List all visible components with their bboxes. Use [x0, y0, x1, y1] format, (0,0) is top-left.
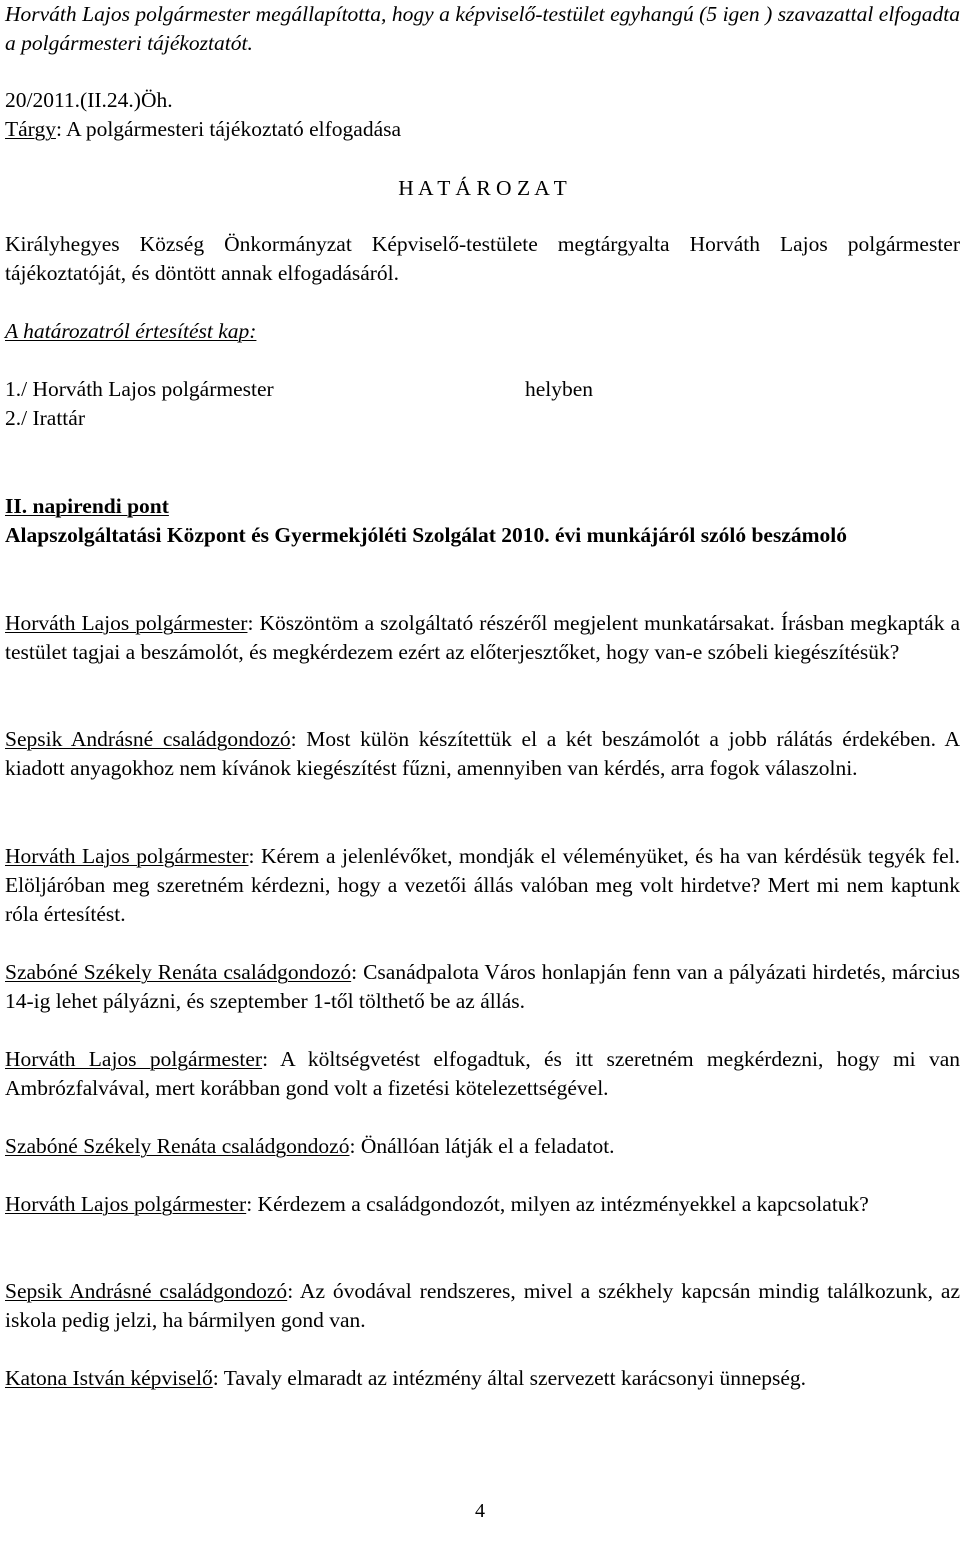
speaker-name: Szabóné Székely Renáta családgondozó [5, 960, 352, 984]
speaker-name: Horváth Lajos polgármester [5, 1192, 247, 1216]
speaker-name: Horváth Lajos polgármester [5, 844, 249, 868]
speech-text: : Az óvodával rendszeres, mivel a székhely kapcsán mindig találkozunk, az iskola pedig jelzi, ha bármilyen gond van. [5, 1279, 960, 1332]
speech-text: : Kérdezem a családgondozót, milyen az intézményekkel a kapcsolatuk? [246, 1192, 869, 1216]
subject-label: Tárgy [5, 117, 56, 141]
recipient-list [5, 375, 960, 433]
notify-heading: A határozatról értesítést kap: [5, 319, 257, 343]
dialogue-entry [5, 1045, 960, 1103]
speaker-name: Horváth Lajos polgármester [5, 611, 248, 635]
dialogue-entry [5, 958, 960, 1016]
speech-text: : Kérem a jelenlévőket, mondják el véleményüket, és ha van kérdésük tegyék fel. Elöljáróban meg szeretném kérdezni, hogy a vezetői állás valóban meg volt hirdetve? Mert mi nem kaptunk róla értesítést. [5, 844, 960, 926]
dialogue-entry [5, 842, 960, 929]
recipient-name: 2./ Irattár [5, 406, 85, 430]
dialogue-entry [5, 1190, 960, 1219]
speaker-name: Horváth Lajos polgármester [5, 1047, 263, 1071]
speech-text: : Csanádpalota Város honlapján fenn van a pályázati hirdetés, március 14-ig lehet pályázni, és szeptember 1-től tölthető be az állás. [5, 960, 960, 1013]
resolution-subject [5, 115, 401, 144]
resolution-heading: H A T Á R O Z A T [398, 176, 567, 200]
speech-text: : Önállóan látják el a feladatot. [349, 1134, 615, 1158]
dialogue-entry [5, 609, 960, 667]
dialogue-entry [5, 1364, 960, 1393]
agenda-number: II. napirendi pont [5, 494, 169, 518]
speech-text: : Most külön készítettük el a két beszámolót a jobb rálátás érdekében. A kiadott anyagokhoz nem kívánok kiegészítést fűzni, amennyiben van kérdés, arra fogok válaszolni. [5, 727, 960, 780]
resolution-body: Királyhegyes Község Önkormányzat Képviselő-testülete megtárgyalta Horváth Lajos polgármester tájékoztatóját, és döntött annak elfogadásáról. [5, 232, 960, 285]
speech-text: : A költségvetést elfogadtuk, és itt szeretném megkérdezni, hogy mi van Ambrózfalvával, mert korábban gond volt a fizetési kötelezettségével. [5, 1047, 960, 1100]
page-number: 4 [475, 1500, 485, 1522]
recipient-item [5, 404, 960, 433]
speech-text: : Tavaly elmaradt az intézmény által szervezett karácsonyi ünnepség. [212, 1366, 807, 1390]
dialogue-entry [5, 725, 960, 783]
recipient-item [5, 375, 960, 404]
recipient-place: helyben [525, 377, 594, 401]
speaker-name: Katona István képviselő [5, 1366, 213, 1390]
dialogue-entry [5, 1132, 960, 1161]
resolution-number: 20/2011.(II.24.)Öh. [5, 88, 173, 112]
speaker-name: Szabóné Székely Renáta családgondozó [5, 1134, 350, 1158]
recipient-name: 1./ Horváth Lajos polgármester [5, 377, 274, 401]
speaker-name: Sepsik Andrásné családgondozó [5, 1279, 288, 1303]
speaker-name: Sepsik Andrásné családgondozó [5, 727, 291, 751]
dialogue-entry [5, 1277, 960, 1335]
speech-text: : Köszöntöm a szolgáltató részéről megjelent munkatársakat. Írásban megkapták a testület tagjai a beszámolót, és megkérdezem ezért az előterjesztőket, hogy van-e szóbeli kiegészítésük? [5, 611, 960, 664]
subject-text: : A polgármesteri tájékoztató elfogadása [55, 117, 402, 141]
agenda-title: Alapszolgáltatási Központ és Gyermekjóléti Szolgálat 2010. évi munkájáról szóló beszámoló [5, 523, 848, 547]
intro-paragraph: Horváth Lajos polgármester megállapította, hogy a képviselő-testület egyhangú (5 igen ) szavazattal elfogadta a polgármesteri tájékoztatót. [5, 2, 960, 55]
